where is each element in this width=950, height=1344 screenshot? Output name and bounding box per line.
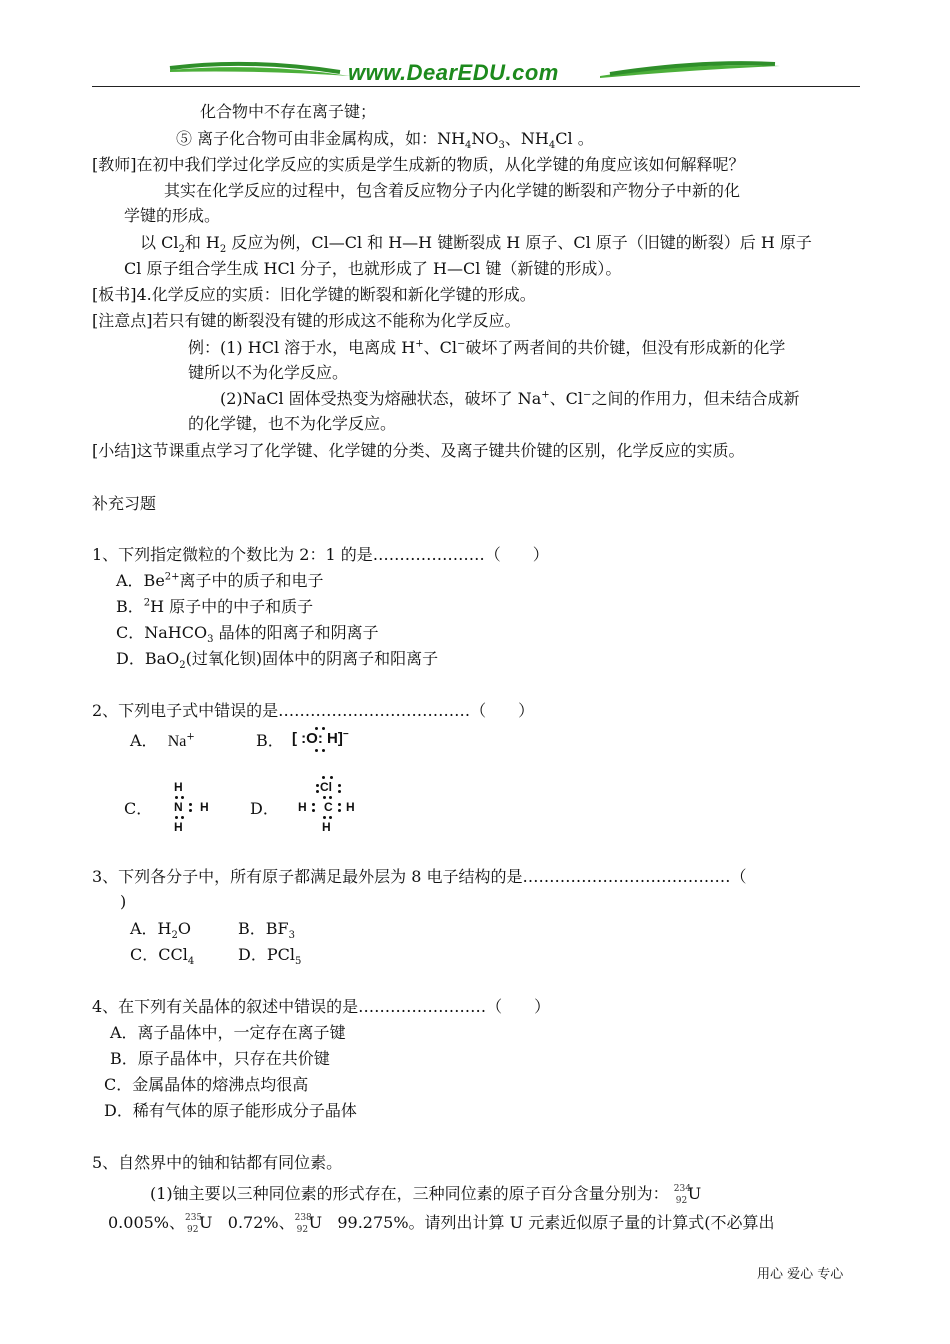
question-stem: 4、在下列有关晶体的叙述中错误的是……………………（ ） <box>92 997 551 1016</box>
answer-option: D．BaO$_2$(过氧化钡)固体中的阴离子和阳离子 <box>116 649 439 672</box>
answer-option: C．CCl$_4$ <box>130 945 195 968</box>
text-line: 学键的形成。 <box>124 206 221 225</box>
answer-option: D．稀有气体的原子能形成分子晶体 <box>104 1101 357 1120</box>
isotope-notation: 235 92 <box>185 1212 203 1235</box>
answer-option: D．PCl$_5$ <box>238 945 302 968</box>
answer-option: B．原子晶体中，只存在共价键 <box>110 1049 330 1068</box>
section-title: 补充习题 <box>92 494 157 513</box>
text-line: 化合物中不存在离子键； <box>200 102 377 121</box>
text-line: 以 $Cl_2$和 $H_2$ 反应为例，Cl—Cl 和 H—H 键断裂成 H 原子、Cl 原子（旧键的断裂）后 H 原子 <box>140 233 812 256</box>
isotope-notation: 234 92 <box>673 1183 691 1206</box>
text-line: 键所以不为化学反应。 <box>188 363 349 382</box>
answer-option: C． <box>124 799 153 818</box>
text-line: [板书]4.化学反应的实质：旧化学键的断裂和新化学键的形成。 <box>92 285 536 304</box>
answer-option: A． Na+ <box>130 731 195 750</box>
text-line: (2)NaCl 固体受热变为熔融状态，破坏了 Na+、Cl−之间的作用力，但未结合成新 <box>220 389 800 408</box>
text-line: ⑤ 离子化合物可由非金属构成，如：$NH_4NO_3$、$NH_4Cl$ 。 <box>176 129 594 152</box>
text-line: [教师]在初中我们学过化学反应的实质是学生成新的物质，从化学键的角度应该如何解释呢？ <box>92 155 745 174</box>
text-line: Cl 原子组合学生成 HCl 分子，也就形成了 H—Cl 键（新键的形成）。 <box>124 259 622 278</box>
answer-option: A．$H_2O$ <box>130 919 192 942</box>
answer-option: D． <box>250 799 279 818</box>
text-line: (1)铀主要以三种同位素的形式存在，三种同位素的原子百分含量分别为： 234 92 U <box>150 1183 702 1206</box>
text-line: 0.005%、 235 92 U 0.72%、 238 92 U 99.275%。请列出计算 U 元素近似原子量的计算式(不必算出 <box>108 1212 775 1235</box>
answer-option: C．金属晶体的熔沸点均很高 <box>104 1075 309 1094</box>
answer-option: A．$Be^{2+}$离子中的质子和电子 <box>116 571 324 590</box>
text-line: [小结]这节课重点学习了化学键、化学键的分类、及离子键共价键的区别，化学反应的实质。 <box>92 441 745 460</box>
text-line: 例：(1) HCl 溶于水，电离成 H+、Cl−破坏了两者间的共价键，但没有形成新的化学 <box>188 338 786 357</box>
page-footer: 用心 爱心 专心 <box>757 1267 844 1282</box>
text-line: [注意点]若只有键的断裂没有键的形成这不能称为化学反应。 <box>92 311 521 330</box>
answer-option: A．离子晶体中，一定存在离子键 <box>110 1023 346 1042</box>
site-logo-text: www.DearEDU.com <box>348 60 559 85</box>
question-stem: 2、下列电子式中错误的是………………………………（ ） <box>92 701 535 720</box>
question-stem: 3、下列各分子中，所有原子都满足最外层为 8 电子结构的是…………………………………（ <box>92 867 747 886</box>
answer-option: B． <box>256 731 284 750</box>
answer-option: C．NaHCO$_3$ 晶体的阳离子和阴离子 <box>116 623 379 646</box>
site-header-banner <box>0 0 950 100</box>
question-stem-cont: ) <box>120 892 127 911</box>
text-line: 的化学键，也不为化学反应。 <box>188 414 397 433</box>
question-stem: 1、下列指定微粒的个数比为 2：1 的是…………………（ ） <box>92 545 549 564</box>
header-rule <box>92 86 860 87</box>
text-line: 其实在化学反应的过程中，包含着反应物分子内化学键的断裂和产物分子中新的化 <box>164 181 741 200</box>
answer-option: B．$^2$H 原子中的中子和质子 <box>116 597 314 616</box>
answer-option: B．$BF_3$ <box>238 919 295 942</box>
lewis-structure-oh: [ :O: H]− <box>292 729 349 747</box>
isotope-notation: 238 92 <box>294 1212 312 1235</box>
question-stem: 5、自然界中的铀和钴都有同位素。 <box>92 1153 343 1172</box>
